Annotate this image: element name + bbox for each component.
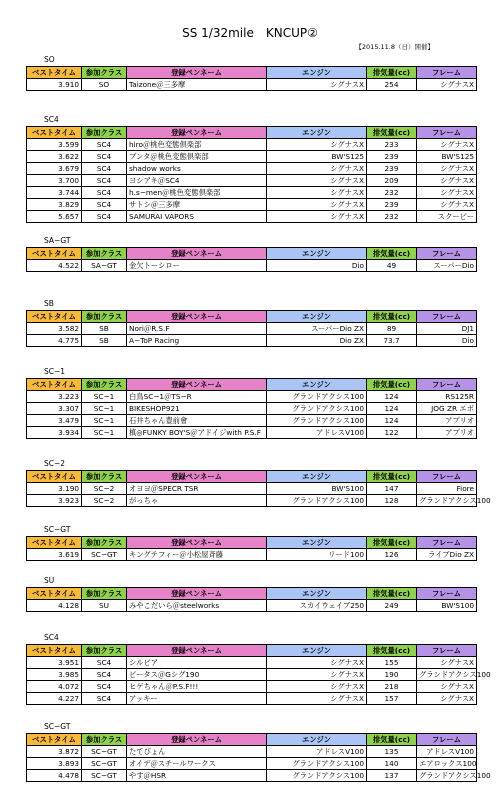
header-class: 参加クラス — [82, 537, 127, 549]
displacement-cell: 209 — [367, 175, 417, 187]
class-cell: SC−2 — [82, 483, 127, 495]
class-cell: SC−1 — [82, 391, 127, 403]
table-header-row — [27, 645, 477, 657]
header-frame: フレーム — [417, 537, 477, 549]
header-class: 参加クラス — [82, 248, 127, 260]
frame-cell: アプリオ — [417, 415, 477, 427]
section-label: SC−1 — [44, 367, 66, 376]
engine-cell: グランドアクシス100 — [267, 495, 367, 507]
header-cc: 排気量(cc) — [367, 248, 417, 260]
class-cell: SC4 — [82, 657, 127, 669]
results-table — [26, 733, 491, 782]
best-time-cell: 3.619 — [27, 549, 82, 561]
class-cell: SC4 — [82, 693, 127, 705]
class-cell: SC4 — [82, 669, 127, 681]
pen-name-cell: 金欠トーシロー — [127, 260, 267, 272]
header-name: 登録ペンネーム — [127, 248, 267, 260]
engine-cell: シグナスX — [267, 681, 367, 693]
header-class: 参加クラス — [82, 645, 127, 657]
class-cell: SC−GT — [82, 549, 127, 561]
displacement-cell: 122 — [367, 427, 417, 439]
frame-cell: シグナスX — [417, 693, 477, 705]
frame-cell: DJ1 — [417, 323, 477, 335]
header-best: ベストタイム — [27, 379, 82, 391]
header-cc: 排気量(cc) — [367, 588, 417, 600]
engine-cell: シグナスX — [267, 187, 367, 199]
header-frame: フレーム — [417, 588, 477, 600]
table-header-row — [27, 588, 477, 600]
section-label: SU — [44, 576, 55, 585]
frame-cell: グランドアクシス100 — [417, 770, 477, 782]
table-row — [27, 211, 477, 223]
table-row — [27, 163, 477, 175]
class-cell: SC4 — [82, 151, 127, 163]
class-cell: SC−1 — [82, 427, 127, 439]
section-5 — [26, 459, 491, 507]
frame-cell: エアロックス100 — [417, 758, 477, 770]
header-class: 参加クラス — [82, 734, 127, 746]
section-label: SO — [44, 55, 55, 64]
displacement-cell: 124 — [367, 391, 417, 403]
best-time-cell: 4.227 — [27, 693, 82, 705]
table-row — [27, 693, 477, 705]
section-7 — [26, 576, 476, 612]
pen-name-cell: ヒゲちゃん＠P.S.F!!! — [127, 681, 267, 693]
pen-name-cell: オイデ＠スチールワークス — [127, 758, 267, 770]
frame-cell: スーパーDio — [417, 260, 477, 272]
engine-cell: スーパーDio ZX — [267, 323, 367, 335]
engine-cell: シグナスX — [267, 79, 367, 91]
class-cell: SC4 — [82, 199, 127, 211]
table-row — [27, 187, 477, 199]
frame-cell: シグナスX — [417, 175, 477, 187]
section-label: SB — [44, 299, 54, 308]
table-header-row — [27, 471, 477, 483]
header-name: 登録ペンネーム — [127, 537, 267, 549]
frame-cell: BW'S100 — [417, 600, 477, 612]
header-engine: エンジン — [267, 311, 367, 323]
engine-cell: グランドアクシス100 — [267, 770, 367, 782]
pen-name-cell: h.s−men＠桃色変態倶楽部 — [127, 187, 267, 199]
displacement-cell: 147 — [367, 483, 417, 495]
header-cc: 排気量(cc) — [367, 311, 417, 323]
class-cell: SC−2 — [82, 495, 127, 507]
pen-name-cell: シルビア — [127, 657, 267, 669]
pen-name-cell: サトシ＠三多摩 — [127, 199, 267, 211]
header-frame: フレーム — [417, 379, 477, 391]
class-cell: SC4 — [82, 211, 127, 223]
header-name: 登録ペンネーム — [127, 379, 267, 391]
results-table — [26, 536, 477, 561]
class-cell: SA−GT — [82, 260, 127, 272]
engine-cell: リード100 — [267, 549, 367, 561]
frame-cell: シグナスX — [417, 657, 477, 669]
best-time-cell: 3.479 — [27, 415, 82, 427]
frame-cell: JOG ZR エボ — [417, 403, 477, 415]
header-frame: フレーム — [417, 127, 477, 139]
section-label: SC−2 — [44, 459, 66, 468]
displacement-cell: 126 — [367, 549, 417, 561]
best-time-cell: 3.872 — [27, 746, 82, 758]
header-frame: フレーム — [417, 311, 477, 323]
section-3 — [26, 299, 476, 347]
header-best: ベストタイム — [27, 471, 82, 483]
engine-cell: シグナスX — [267, 163, 367, 175]
pen-name-cell: 石井ちゃん豊前會 — [127, 415, 267, 427]
best-time-cell: 3.951 — [27, 657, 82, 669]
pen-name-cell: hiro＠桃色変態倶楽部 — [127, 139, 267, 151]
event-date: 【2015.11.8（日）開催】 — [355, 43, 434, 51]
section-8 — [26, 633, 491, 705]
results-table — [26, 378, 477, 439]
pen-name-cell: SAMURAI VAPORS — [127, 211, 267, 223]
best-time-cell: 4.522 — [27, 260, 82, 272]
engine-cell: Dio — [267, 260, 367, 272]
best-time-cell: 3.599 — [27, 139, 82, 151]
header-cc: 排気量(cc) — [367, 67, 417, 79]
best-time-cell: 3.923 — [27, 495, 82, 507]
header-engine: エンジン — [267, 537, 367, 549]
displacement-cell: 254 — [367, 79, 417, 91]
header-class: 参加クラス — [82, 67, 127, 79]
pen-name-cell: ブンタ＠桃色変態倶楽部 — [127, 151, 267, 163]
best-time-cell: 3.622 — [27, 151, 82, 163]
table-header-row — [27, 67, 477, 79]
engine-cell: シグナスX — [267, 175, 367, 187]
header-cc: 排気量(cc) — [367, 471, 417, 483]
header-cc: 排気量(cc) — [367, 127, 417, 139]
class-cell: SC−GT — [82, 758, 127, 770]
class-cell: SC−1 — [82, 415, 127, 427]
displacement-cell: 89 — [367, 323, 417, 335]
pen-name-cell: 槙◎FUNKY BOY'S＠アドイジwith P.S.F — [127, 427, 267, 439]
displacement-cell: 124 — [367, 403, 417, 415]
header-best: ベストタイム — [27, 645, 82, 657]
results-table — [26, 310, 477, 347]
class-cell: SC−GT — [82, 770, 127, 782]
section-9 — [26, 722, 491, 782]
frame-cell: グランドアクシス100 — [417, 669, 477, 681]
results-table — [26, 470, 491, 507]
frame-cell: グランドアクシス100 — [417, 495, 477, 507]
best-time-cell: 3.190 — [27, 483, 82, 495]
class-cell: SC4 — [82, 163, 127, 175]
pen-name-cell: やす＠HSR — [127, 770, 267, 782]
header-best: ベストタイム — [27, 311, 82, 323]
frame-cell: シグナスX — [417, 79, 477, 91]
best-time-cell: 3.829 — [27, 199, 82, 211]
class-cell: SO — [82, 79, 127, 91]
best-time-cell: 3.893 — [27, 758, 82, 770]
pen-name-cell: オヨヨ＠SPECR TSR — [127, 483, 267, 495]
class-cell: SC4 — [82, 187, 127, 199]
results-table — [26, 247, 477, 272]
best-time-cell: 3.700 — [27, 175, 82, 187]
class-cell: SC4 — [82, 175, 127, 187]
table-row — [27, 260, 477, 272]
table-row — [27, 600, 477, 612]
pen-name-cell: Taizone＠三多摩 — [127, 79, 267, 91]
table-row — [27, 681, 477, 693]
section-0 — [26, 55, 476, 91]
frame-cell: Fiore — [417, 483, 477, 495]
pen-name-cell: BIKESHOP921 — [127, 403, 267, 415]
displacement-cell: 155 — [367, 657, 417, 669]
engine-cell: シグナスX — [267, 693, 367, 705]
table-row — [27, 199, 477, 211]
table-row — [27, 335, 477, 347]
header-name: 登録ペンネーム — [127, 311, 267, 323]
table-row — [27, 669, 477, 681]
header-best: ベストタイム — [27, 734, 82, 746]
best-time-cell: 3.744 — [27, 187, 82, 199]
header-best: ベストタイム — [27, 127, 82, 139]
class-cell: SU — [82, 600, 127, 612]
header-engine: エンジン — [267, 127, 367, 139]
table-row — [27, 495, 477, 507]
displacement-cell: 135 — [367, 746, 417, 758]
table-row — [27, 415, 477, 427]
table-row — [27, 79, 477, 91]
displacement-cell: 124 — [367, 415, 417, 427]
pen-name-cell: たてぴょん — [127, 746, 267, 758]
engine-cell: シグナスX — [267, 139, 367, 151]
header-name: 登録ペンネーム — [127, 588, 267, 600]
displacement-cell: 218 — [367, 681, 417, 693]
frame-cell: ライブDio ZX — [417, 549, 477, 561]
engine-cell: シグナスX — [267, 211, 367, 223]
displacement-cell: 232 — [367, 211, 417, 223]
results-table — [26, 126, 477, 223]
table-row — [27, 403, 477, 415]
pen-name-cell: ビータス＠Gシグ190 — [127, 669, 267, 681]
engine-cell: アドレスV100 — [267, 746, 367, 758]
displacement-cell: 233 — [367, 139, 417, 151]
table-row — [27, 175, 477, 187]
header-engine: エンジン — [267, 471, 367, 483]
frame-cell: シグナスX — [417, 187, 477, 199]
displacement-cell: 239 — [367, 163, 417, 175]
pen-name-cell: アッキー — [127, 693, 267, 705]
best-time-cell: 3.307 — [27, 403, 82, 415]
header-class: 参加クラス — [82, 127, 127, 139]
header-name: 登録ペンネーム — [127, 471, 267, 483]
engine-cell: BW'S100 — [267, 483, 367, 495]
header-frame: フレーム — [417, 734, 477, 746]
header-name: 登録ペンネーム — [127, 67, 267, 79]
header-engine: エンジン — [267, 645, 367, 657]
engine-cell: グランドアクシス100 — [267, 403, 367, 415]
pen-name-cell: キングテフィー＠小松屋斉藤 — [127, 549, 267, 561]
engine-cell: アドレスV100 — [267, 427, 367, 439]
table-row — [27, 758, 477, 770]
table-row — [27, 483, 477, 495]
frame-cell: スクーピー — [417, 211, 477, 223]
engine-cell: Dio ZX — [267, 335, 367, 347]
table-header-row — [27, 127, 477, 139]
class-cell: SC4 — [82, 139, 127, 151]
engine-cell: シグナスX — [267, 669, 367, 681]
engine-cell: BW'S125 — [267, 151, 367, 163]
header-cc: 排気量(cc) — [367, 645, 417, 657]
pen-name-cell: A−ToP Racing — [127, 335, 267, 347]
displacement-cell: 128 — [367, 495, 417, 507]
displacement-cell: 249 — [367, 600, 417, 612]
frame-cell: RS125R — [417, 391, 477, 403]
class-cell: SB — [82, 335, 127, 347]
header-class: 参加クラス — [82, 588, 127, 600]
table-header-row — [27, 734, 477, 746]
table-row — [27, 549, 477, 561]
best-time-cell: 4.478 — [27, 770, 82, 782]
results-table — [26, 587, 477, 612]
header-best: ベストタイム — [27, 537, 82, 549]
best-time-cell: 3.582 — [27, 323, 82, 335]
displacement-cell: 157 — [367, 693, 417, 705]
table-header-row — [27, 311, 477, 323]
section-label: SA−GT — [44, 236, 71, 245]
class-cell: SC−1 — [82, 403, 127, 415]
table-row — [27, 323, 477, 335]
header-cc: 排気量(cc) — [367, 734, 417, 746]
best-time-cell: 5.657 — [27, 211, 82, 223]
section-1 — [26, 115, 476, 223]
header-engine: エンジン — [267, 379, 367, 391]
engine-cell: シグナスX — [267, 657, 367, 669]
best-time-cell: 3.985 — [27, 669, 82, 681]
frame-cell: BW'S125 — [417, 151, 477, 163]
header-engine: エンジン — [267, 67, 367, 79]
header-engine: エンジン — [267, 734, 367, 746]
class-cell: SC4 — [82, 681, 127, 693]
table-row — [27, 139, 477, 151]
table-row — [27, 391, 477, 403]
header-best: ベストタイム — [27, 588, 82, 600]
section-label: SC4 — [44, 115, 59, 124]
frame-cell: アプリオ — [417, 427, 477, 439]
best-time-cell: 3.223 — [27, 391, 82, 403]
best-time-cell: 3.679 — [27, 163, 82, 175]
pen-name-cell: shadow works — [127, 163, 267, 175]
table-header-row — [27, 248, 477, 260]
header-name: 登録ペンネーム — [127, 645, 267, 657]
pen-name-cell: Nori＠R.S.F — [127, 323, 267, 335]
header-frame: フレーム — [417, 645, 477, 657]
table-row — [27, 657, 477, 669]
header-cc: 排気量(cc) — [367, 537, 417, 549]
class-cell: SB — [82, 323, 127, 335]
table-row — [27, 746, 477, 758]
results-table — [26, 644, 491, 705]
header-engine: エンジン — [267, 248, 367, 260]
engine-cell: シグナスX — [267, 199, 367, 211]
pen-name-cell: 白鳥SC−1＠TS−R — [127, 391, 267, 403]
table-row — [27, 427, 477, 439]
section-4 — [26, 367, 476, 439]
engine-cell: グランドアクシス100 — [267, 415, 367, 427]
page-title: SS 1/32mile KNCUP② — [182, 26, 318, 40]
header-best: ベストタイム — [27, 248, 82, 260]
displacement-cell: 239 — [367, 151, 417, 163]
header-name: 登録ペンネーム — [127, 734, 267, 746]
engine-cell: グランドアクシス100 — [267, 758, 367, 770]
best-time-cell: 3.910 — [27, 79, 82, 91]
best-time-cell: 3.934 — [27, 427, 82, 439]
frame-cell: シグナスX — [417, 681, 477, 693]
section-label: SC4 — [44, 633, 59, 642]
displacement-cell: 49 — [367, 260, 417, 272]
header-class: 参加クラス — [82, 379, 127, 391]
section-2 — [26, 236, 476, 272]
table-row — [27, 770, 477, 782]
best-time-cell: 4.072 — [27, 681, 82, 693]
header-engine: エンジン — [267, 588, 367, 600]
displacement-cell: 73.7 — [367, 335, 417, 347]
frame-cell: シグナスX — [417, 163, 477, 175]
header-class: 参加クラス — [82, 471, 127, 483]
displacement-cell: 190 — [367, 669, 417, 681]
section-label: SC−GT — [44, 722, 71, 731]
table-header-row — [27, 537, 477, 549]
frame-cell: Dio — [417, 335, 477, 347]
engine-cell: グランドアクシス100 — [267, 391, 367, 403]
displacement-cell: 239 — [367, 199, 417, 211]
table-header-row — [27, 379, 477, 391]
frame-cell: アドレスV100 — [417, 746, 477, 758]
header-name: 登録ペンネーム — [127, 127, 267, 139]
frame-cell: シグナスX — [417, 199, 477, 211]
pen-name-cell: ヨシアキ＠SC4 — [127, 175, 267, 187]
class-cell: SC−GT — [82, 746, 127, 758]
displacement-cell: 140 — [367, 758, 417, 770]
header-class: 参加クラス — [82, 311, 127, 323]
header-frame: フレーム — [417, 67, 477, 79]
displacement-cell: 232 — [367, 187, 417, 199]
section-label: SC−GT — [44, 525, 71, 534]
displacement-cell: 137 — [367, 770, 417, 782]
header-frame: フレーム — [417, 248, 477, 260]
header-frame: フレーム — [417, 471, 477, 483]
pen-name-cell: がっちゃ — [127, 495, 267, 507]
engine-cell: スカイウェイブ250 — [267, 600, 367, 612]
best-time-cell: 4.128 — [27, 600, 82, 612]
table-row — [27, 151, 477, 163]
header-best: ベストタイム — [27, 67, 82, 79]
frame-cell: シグナスX — [417, 139, 477, 151]
pen-name-cell: みやこだいら＠steelworks — [127, 600, 267, 612]
best-time-cell: 4.775 — [27, 335, 82, 347]
section-6 — [26, 525, 476, 561]
header-cc: 排気量(cc) — [367, 379, 417, 391]
results-table — [26, 66, 477, 91]
